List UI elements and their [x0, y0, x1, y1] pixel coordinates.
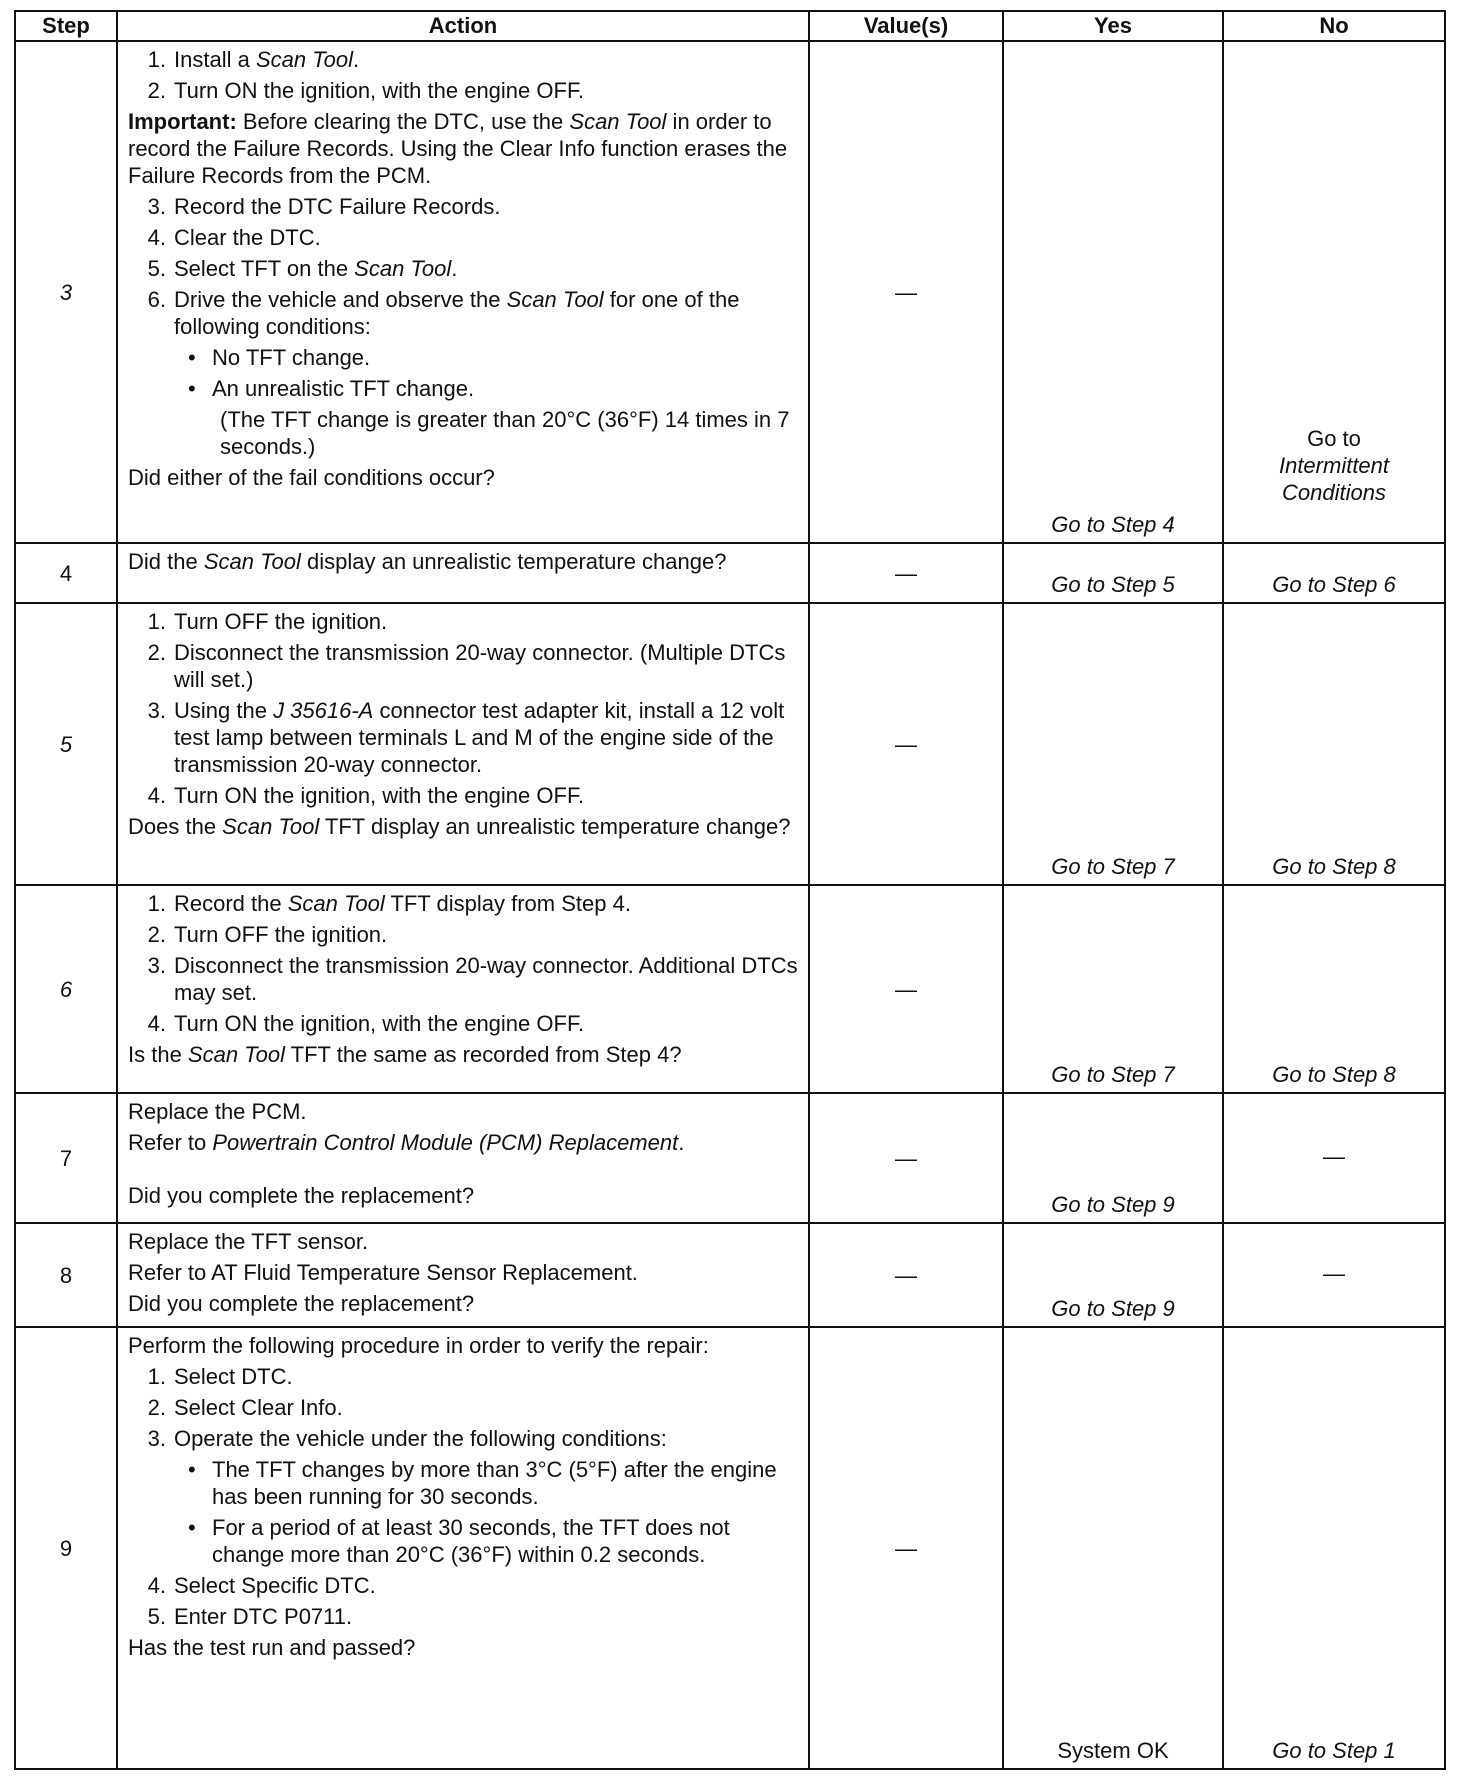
header-row — [15, 11, 1445, 41]
yes-cell: Go to Step 9 — [1003, 1223, 1223, 1327]
action-item: 3. Operate the vehicle under the following conditions: — [147, 1426, 667, 1451]
action-item: 2. Disconnect the transmission 20-way connector. (Multiple DTCs will set.) — [147, 640, 786, 692]
condition-note: (The TFT change is greater than 20°C (36°F) 14 times in 7 seconds.) — [220, 407, 790, 459]
value-cell: — — [809, 543, 1003, 603]
action-cell — [117, 1093, 809, 1223]
action-question: Does the Scan Tool TFT display an unrealistic temperature change? — [128, 814, 791, 839]
table-row-step-9 — [15, 1327, 1445, 1769]
no-cell: Go to Step 8 — [1223, 885, 1445, 1093]
value-cell: — — [809, 1093, 1003, 1223]
header-step: Step — [15, 11, 117, 41]
action-line: Replace the PCM. — [128, 1099, 307, 1124]
step-number: 8 — [15, 1223, 117, 1327]
action-line: Replace the TFT sensor. — [128, 1229, 369, 1254]
action-item: 6. Drive the vehicle and observe the Scan Tool for one of the following conditions: — [147, 287, 740, 339]
value-cell: — — [809, 1327, 1003, 1769]
header-no: No — [1223, 11, 1445, 41]
bullet-item: • For a period of at least 30 seconds, the TFT does not change more than 20°C (36°F) within 0.2 seconds. — [188, 1515, 730, 1567]
action-cell — [117, 543, 809, 603]
value-cell: — — [809, 603, 1003, 885]
step-number: 7 — [15, 1093, 117, 1223]
bullet-item: • An unrealistic TFT change. — [188, 376, 475, 401]
yes-cell: Go to Step 4 — [1003, 41, 1223, 543]
action-item: 2. Turn ON the ignition, with the engine OFF. — [147, 78, 585, 103]
no-cell: Go to Step 8 — [1223, 603, 1445, 885]
table-row-step-4 — [15, 543, 1445, 603]
action-item: 4. Select Specific DTC. — [147, 1573, 376, 1598]
action-item: 2. Select Clear Info. — [147, 1395, 343, 1420]
action-question: Did either of the fail conditions occur? — [128, 465, 495, 490]
bullet-item: • No TFT change. — [188, 345, 371, 370]
no-cell: — — [1223, 1223, 1445, 1327]
table-row-step-8 — [15, 1223, 1445, 1327]
action-item: 3. Record the DTC Failure Records. — [147, 194, 501, 219]
action-cell — [117, 885, 809, 1093]
action-line: Refer to Powertrain Control Module (PCM) Replacement. — [128, 1130, 685, 1155]
action-intro: Perform the following procedure in order to verify the repair: — [128, 1333, 709, 1358]
table-row-step-5 — [15, 603, 1445, 885]
action-item: 5. Enter DTC P0711. — [147, 1604, 353, 1629]
table-row-step-3 — [15, 41, 1445, 543]
step-number: 5 — [15, 603, 117, 885]
header-values: Value(s) — [809, 11, 1003, 41]
diagnostic-table — [14, 10, 1446, 1770]
header-yes: Yes — [1003, 11, 1223, 41]
value-cell: — — [809, 1223, 1003, 1327]
action-cell — [117, 41, 809, 543]
value-cell: — — [809, 885, 1003, 1093]
yes-cell: Go to Step 7 — [1003, 885, 1223, 1093]
action-item: 3. Disconnect the transmission 20-way connector. Additional DTCs may set. — [147, 953, 798, 1005]
yes-cell: Go to Step 9 — [1003, 1093, 1223, 1223]
action-item: 4. Clear the DTC. — [147, 225, 321, 250]
action-item: 4. Turn ON the ignition, with the engine OFF. — [147, 1011, 585, 1036]
table-row-step-7 — [15, 1093, 1445, 1223]
action-item: 1. Select DTC. — [147, 1364, 293, 1389]
action-question: Did you complete the replacement? — [128, 1291, 475, 1316]
important-note: Important: Before clearing the DTC, use the Scan Tool in order to record the Failure Records. Using the Clear Info function erases the Failure Records from the PCM. — [128, 109, 788, 188]
header-action: Action — [117, 11, 809, 41]
action-cell — [117, 603, 809, 885]
action-item: 1. Install a Scan Tool. — [147, 47, 360, 72]
step-number: 4 — [15, 543, 117, 603]
action-question: Did the Scan Tool display an unrealistic temperature change? — [128, 549, 727, 574]
action-item: 3. Using the J 35616-A connector test adapter kit, install a 12 volt test lamp between terminals L and M of the engine side of the transmission 20-way connector. — [147, 698, 785, 777]
step-number: 6 — [15, 885, 117, 1093]
table-row-step-6 — [15, 885, 1445, 1093]
value-cell: — — [809, 41, 1003, 543]
no-cell: Go to Step 1 — [1223, 1327, 1445, 1769]
action-item: 5. Select TFT on the Scan Tool. — [147, 256, 458, 281]
action-question: Has the test run and passed? — [128, 1635, 416, 1660]
action-item: 1. Record the Scan Tool TFT display from Step 4. — [147, 891, 631, 916]
action-item: 4. Turn ON the ignition, with the engine OFF. — [147, 783, 585, 808]
no-cell: Go to Intermittent Conditions — [1223, 41, 1445, 543]
step-number: 3 — [15, 41, 117, 543]
action-question: Is the Scan Tool TFT the same as recorded from Step 4? — [128, 1042, 682, 1067]
action-item: 2. Turn OFF the ignition. — [147, 922, 388, 947]
no-cell: Go to Step 6 — [1223, 543, 1445, 603]
yes-cell: Go to Step 7 — [1003, 603, 1223, 885]
action-cell — [117, 1327, 809, 1769]
action-line: Refer to AT Fluid Temperature Sensor Replacement. — [128, 1260, 638, 1285]
yes-cell: System OK — [1003, 1327, 1223, 1769]
action-item: 1. Turn OFF the ignition. — [147, 609, 388, 634]
action-question: Did you complete the replacement? — [128, 1183, 475, 1208]
no-cell: — — [1223, 1093, 1445, 1223]
bullet-item: • The TFT changes by more than 3°C (5°F) after the engine has been running for 30 seconds. — [188, 1457, 777, 1509]
yes-cell: Go to Step 5 — [1003, 543, 1223, 603]
action-cell — [117, 1223, 809, 1327]
step-number: 9 — [15, 1327, 117, 1769]
